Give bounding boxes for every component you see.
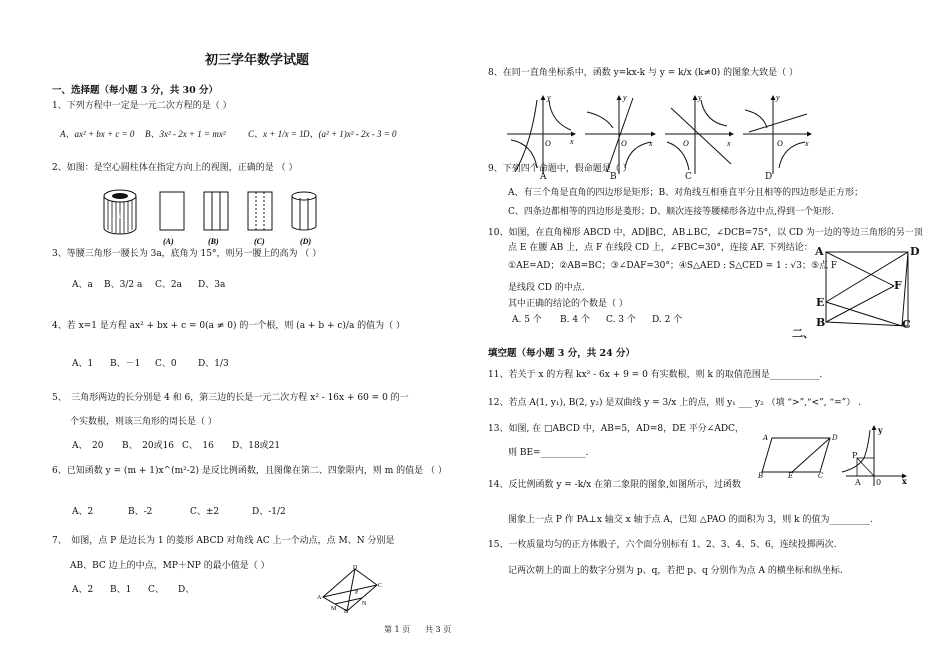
footer-page-number: 第 1 页 [384, 625, 411, 634]
q2-label-c: (C) [254, 237, 265, 246]
q13-parallelogram-figure [758, 428, 838, 480]
q10-label-a: A [815, 245, 824, 258]
q7-option-a: A、2 [72, 585, 94, 595]
q6-option-a: A、2 [72, 507, 94, 517]
svg-text:O: O [621, 139, 627, 148]
svg-text:x: x [570, 137, 574, 146]
q14-label-x: x [902, 476, 907, 486]
q14-label-p: P [852, 451, 858, 460]
q5-stem-continued: 个实数根，则该三角形的周长是（ ） [70, 417, 217, 427]
q5-option-a: A、 20 [72, 441, 104, 451]
q8-label-b: B [610, 172, 617, 182]
svg-text:y: y [547, 93, 551, 102]
q1-option-d: D、(a² + 1)x² - 2x - 3 = 0 [303, 129, 397, 139]
q5-option-b: B、 20或16 [122, 441, 175, 451]
q1-option-c: C、x + 1/x = 1 [248, 129, 304, 139]
svg-text:O: O [683, 139, 689, 148]
q13-line2: 则 BE=__________. [508, 448, 589, 458]
page-title: 初三学年数学试题 [205, 53, 310, 68]
q4-option-c: C、0 [155, 359, 177, 369]
svg-text:O: O [777, 139, 783, 148]
q4-option-b: B、－1 [110, 359, 141, 369]
graph-d [743, 93, 811, 174]
q13-label-e: E [788, 472, 794, 480]
q2-label-b: (B) [208, 237, 219, 246]
q7-option-d: D、 [178, 585, 195, 595]
svg-text:P: P [355, 590, 359, 596]
svg-text:y: y [623, 93, 627, 102]
q14-label-a: A [855, 478, 861, 487]
svg-text:D: D [353, 565, 358, 571]
q10-option-a: A. 5 个 [512, 315, 542, 325]
q10-line2: 点 E 在腰 AB 上，点 F 在线段 CD 上，∠FBC=30°，连接 AF. 下列结论： [508, 243, 813, 253]
q10-option-c: C. 3 个 [606, 315, 636, 325]
graph-a [507, 93, 575, 174]
view-b [204, 192, 228, 246]
q7-stem: 7、 如图，点 P 是边长为 1 的菱形 ABCD 对角线 AC 上一个动点，点 M、N 分别是 [52, 536, 395, 546]
svg-text:y: y [776, 93, 780, 102]
q14-label-zero: 0 [876, 478, 882, 487]
q10-label-e: E [816, 296, 825, 309]
graph-c [665, 93, 733, 174]
q8-label-d: D [765, 172, 773, 182]
q1-option-a: A、ax² + bx + c = 0 [60, 129, 135, 139]
q7-stem-continued: AB、BC 边上的中点，MP＋NP 的最小值是（ ） [70, 561, 270, 571]
q10-line1: 10、如图，在直角梯形 ABCD 中，AD∥BC，AB⊥BC，∠DCB=75°，以 CD 为一边的等边三角形的另一顶 [488, 228, 923, 238]
svg-text:B: B [344, 609, 349, 613]
svg-text:x: x [117, 211, 121, 220]
section-choice-heading: 一、选择题（每小题 3 分，共 30 分） [52, 85, 219, 96]
svg-text:N: N [362, 601, 367, 607]
q3-option-c: C、2a [155, 280, 182, 290]
q2-stem: 2、如图：是空心圆柱体在指定方向上的视图，正确的是 （ ） [52, 163, 298, 173]
section-fill-heading: 填空题（每小题 3 分，共 24 分） [488, 348, 636, 359]
svg-text:x: x [727, 139, 731, 148]
svg-text:y: y [698, 93, 702, 102]
q3-option-a: A、a [72, 280, 93, 290]
q13-label-d: D [832, 434, 838, 442]
svg-text:O: O [545, 139, 551, 148]
svg-text:M: M [331, 606, 337, 612]
q15-line1: 15、一枚质量均匀的正方体骰子，六个面分别标有 1、2、3、4、5、6，连续投掷两次. [488, 540, 837, 550]
q4-option-d: D、1/3 [198, 359, 229, 369]
view-c [248, 192, 272, 246]
q10-label-c: C [902, 318, 911, 331]
q9-options-line2: C、四条边都相等的四边形是菱形；D、顺次连接等腰梯形各边中点,得到一个矩形. [508, 207, 834, 217]
hollow-cylinder-3d [104, 190, 136, 234]
q14-line2: 图象上一点 P 作 PA⊥x 轴交 x 轴于点 A，已知 △PAO 的面积为 3，则 k 的值为_________. [508, 515, 873, 525]
q10-option-b: B. 4 个 [560, 315, 590, 325]
q7-rhombus-figure [315, 563, 385, 613]
q9-stem: 9、下列四个命题中，假命题是（ ） [488, 164, 632, 174]
q14-hyperbola-figure [840, 422, 910, 488]
q6-option-c: C、±2 [190, 507, 220, 517]
q5-stem: 5、 三角形两边的长分别是 4 和 6，第三边的长是一元二次方程 x² - 16x + 60 = 0 的一 [52, 393, 409, 403]
q7-option-b: B、1 [110, 585, 132, 595]
q10-label-f: F [894, 279, 902, 292]
q10-label-d: D [910, 245, 920, 258]
section-fill-prefix: 二、 [792, 327, 814, 340]
q4-option-a: A、1 [72, 359, 94, 369]
svg-text:x: x [805, 139, 809, 148]
q13-label-c: C [818, 472, 824, 480]
q14-line1: 14、反比例函数 y = -k/x 在第二象限的图象,如图所示，过函数 [488, 480, 741, 490]
q13-label-b: B [758, 472, 764, 480]
graph-b [585, 93, 655, 174]
q2-label-a: (A) [163, 237, 174, 246]
view-d [292, 192, 316, 246]
q13-line1: 13、如图, 在 □ABCD 中，AB=5，AD=8，DE 平分∠ADC， [488, 424, 744, 434]
view-a [160, 192, 184, 246]
q14-label-y: y [878, 425, 883, 435]
q1-option-b: B、3x² - 2x + 1 = mx² [145, 129, 226, 139]
q4-stem: 4、若 x=1 是方程 ax² + bx + c = 0(a ≠ 0) 的一个根，则 (a + b + c)/a 的值为（ ） [52, 321, 406, 331]
q13-label-a: A [763, 434, 769, 442]
q2-figure [100, 186, 330, 248]
q3-stem: 3、等腰三角形一腰长为 3a，底角为 15°，则另一腰上的高为 （ ） [52, 249, 322, 259]
q10-line5: 其中正确的结论的个数是（ ） [508, 299, 628, 309]
q3-option-d: D、3a [198, 280, 226, 290]
q6-option-b: B、-2 [128, 507, 153, 517]
q7-option-c: C、 [148, 585, 164, 595]
q8-label-c: C [685, 172, 692, 182]
q1-stem: 1、下列方程中一定是一元二次方程的是（ ） [52, 101, 232, 111]
q10-line4: 是线段 CD 的中点. [508, 283, 585, 293]
svg-text:A: A [317, 595, 322, 601]
q6-stem: 6、已知函数 y = (m + 1)x^(m²-2) 是反比例函数，且图像在第二、四象限内，则 m 的值是 （ ） [52, 466, 447, 476]
q10-option-d: D. 2 个 [652, 315, 683, 325]
svg-text:C: C [378, 583, 383, 589]
q12-text: 12、若点 A(1, y₁), B(2, y₂) 是双曲线 y = 3/x 上的点，则 y₁ ___ y₂ （填 “>”,“<”, “=”） . [488, 398, 861, 408]
footer-total-pages: 共 3 页 [425, 625, 452, 634]
q11-text: 11、若关于 x 的方程 kx² - 6x + 9 = 0 有实数根，则 k 的取值范围是___________. [488, 370, 823, 380]
q10-line3: ①AE=AD；②AB=BC；③∠DAF=30°；④S△AED : S△CED = 1 : √3；⑤点 F [508, 261, 838, 271]
q15-line2: 记两次朝上的面上的数字分别为 p、q，若把 p、q 分别作为点 A 的横坐标和纵坐标. [508, 566, 843, 576]
svg-text:x: x [649, 139, 653, 148]
q3-option-b: B、3/2 a [104, 280, 143, 290]
q2-label-d: (D) [300, 237, 312, 246]
q6-option-d: D、-1/2 [252, 507, 286, 517]
q10-label-b: B [816, 316, 826, 329]
q8-label-a: A [540, 172, 547, 182]
q8-stem: 8、在同一直角坐标系中，函数 y=kx-k 与 y = k/x (k≠0) 的图象大致是（ ） [488, 68, 799, 78]
q5-option-c: C、 16 [182, 441, 214, 451]
q5-option-d: D、18或21 [232, 441, 281, 451]
q9-options-line1: A、有三个角是直角的四边形是矩形；B、对角线互相垂直平分且相等的四边形是正方形； [508, 188, 864, 198]
